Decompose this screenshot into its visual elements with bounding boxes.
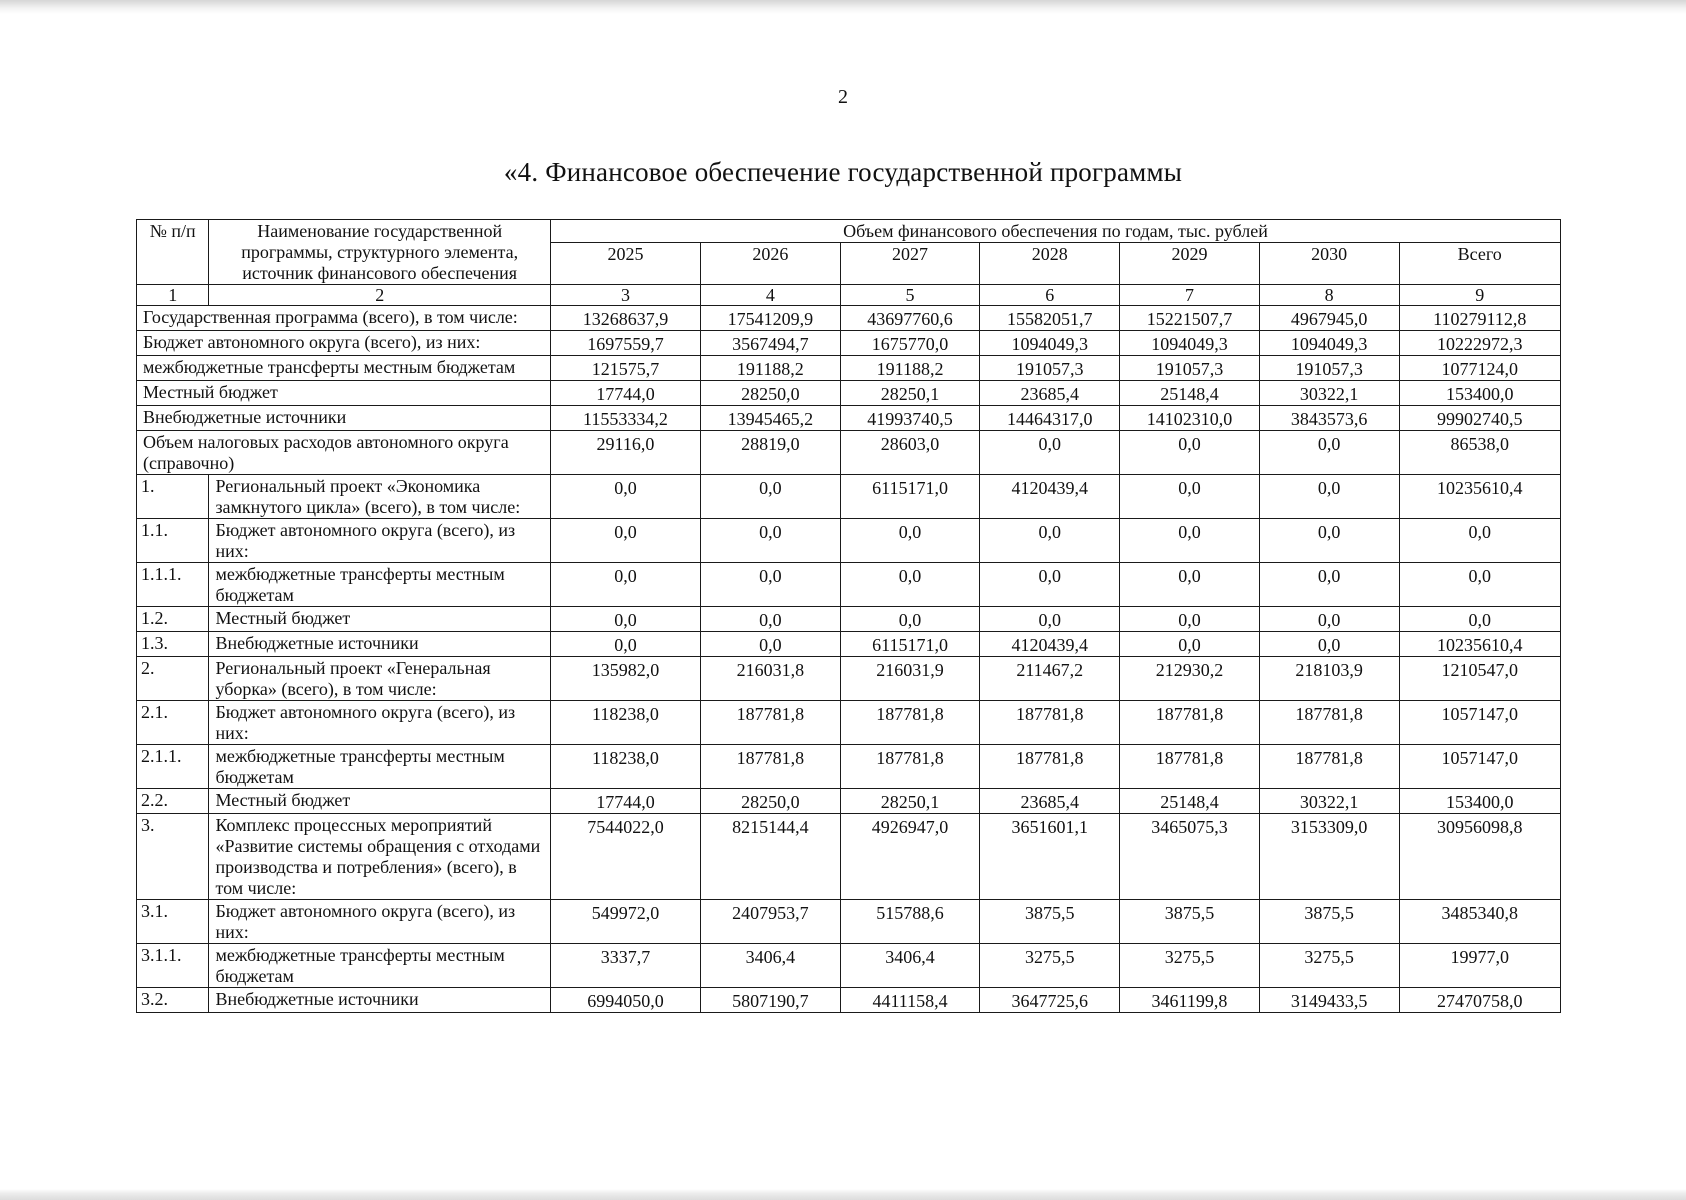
- row-number: 3.1.1.: [137, 944, 209, 988]
- column-number: 2: [209, 285, 551, 306]
- row-value: 187781,8: [840, 745, 980, 789]
- row-value: 0,0: [1120, 519, 1260, 563]
- row-value: 0,0: [700, 632, 840, 657]
- row-total: 27470758,0: [1399, 988, 1561, 1013]
- table-row: [137, 657, 1561, 701]
- row-value: 15582051,7: [980, 306, 1120, 331]
- financing-table: [136, 219, 1561, 1013]
- header-year: 2030: [1259, 243, 1399, 285]
- column-number: 8: [1259, 285, 1399, 306]
- row-number: 1.2.: [137, 607, 209, 632]
- scan-edge-top: [0, 0, 1686, 14]
- row-value: 0,0: [980, 607, 1120, 632]
- row-value: 8215144,4: [700, 814, 840, 900]
- row-value: 4411158,4: [840, 988, 980, 1013]
- row-total: 0,0: [1399, 519, 1561, 563]
- row-value: 1697559,7: [550, 331, 700, 356]
- table-row: [137, 431, 1561, 475]
- row-value: 0,0: [840, 607, 980, 632]
- row-value: 0,0: [1120, 563, 1260, 607]
- column-number: 7: [1120, 285, 1260, 306]
- row-value: 0,0: [1120, 431, 1260, 475]
- row-total: 1077124,0: [1399, 356, 1561, 381]
- row-value: 11553334,2: [550, 406, 700, 431]
- row-value: 1094049,3: [1259, 331, 1399, 356]
- row-total: 1057147,0: [1399, 701, 1561, 745]
- row-value: 211467,2: [980, 657, 1120, 701]
- row-number: 2.1.: [137, 701, 209, 745]
- row-value: 191057,3: [1120, 356, 1260, 381]
- column-number: 6: [980, 285, 1120, 306]
- row-value: 3651601,1: [980, 814, 1120, 900]
- row-value: 0,0: [700, 607, 840, 632]
- row-value: 0,0: [840, 519, 980, 563]
- column-numbers-row: [137, 285, 1561, 306]
- row-value: 4926947,0: [840, 814, 980, 900]
- row-value: 14102310,0: [1120, 406, 1260, 431]
- row-value: 1094049,3: [1120, 331, 1260, 356]
- row-value: 187781,8: [1259, 745, 1399, 789]
- row-value: 4120439,4: [980, 632, 1120, 657]
- row-value: 3149433,5: [1259, 988, 1399, 1013]
- row-value: 3153309,0: [1259, 814, 1399, 900]
- scan-edge-bottom: [0, 1189, 1686, 1200]
- row-name: Региональный проект «Экономика замкнутого цикла» (всего), в том числе:: [209, 475, 551, 519]
- row-total: 1210547,0: [1399, 657, 1561, 701]
- row-value: 30322,1: [1259, 381, 1399, 406]
- header-name: Наименование государственной программы, структурного элемента, источник финансового обеспечения: [209, 220, 551, 285]
- row-total: 110279112,8: [1399, 306, 1561, 331]
- row-name: Бюджет автономного округа (всего), из них:: [209, 701, 551, 745]
- table-row: [137, 900, 1561, 944]
- row-value: 0,0: [550, 632, 700, 657]
- row-total: 10235610,4: [1399, 632, 1561, 657]
- row-number: 1.: [137, 475, 209, 519]
- row-name: Региональный проект «Генеральная уборка» (всего), в том числе:: [209, 657, 551, 701]
- row-value: 14464317,0: [980, 406, 1120, 431]
- row-name: Внебюджетные источники: [209, 988, 551, 1013]
- row-value: 187781,8: [840, 701, 980, 745]
- header-group: Объем финансового обеспечения по годам, тыс. рублей: [550, 220, 1560, 243]
- row-value: 5807190,7: [700, 988, 840, 1013]
- row-number: 2.2.: [137, 789, 209, 814]
- row-value: 30322,1: [1259, 789, 1399, 814]
- row-value: 3337,7: [550, 944, 700, 988]
- row-value: 0,0: [550, 475, 700, 519]
- row-value: 549972,0: [550, 900, 700, 944]
- header-row-1: [137, 220, 1561, 243]
- row-value: 0,0: [1259, 632, 1399, 657]
- row-value: 191188,2: [840, 356, 980, 381]
- row-value: 17744,0: [550, 381, 700, 406]
- table-row: [137, 789, 1561, 814]
- row-value: 187781,8: [1120, 701, 1260, 745]
- row-value: 28250,0: [700, 789, 840, 814]
- row-value: 3875,5: [1120, 900, 1260, 944]
- table-row: [137, 632, 1561, 657]
- row-name: Комплекс процессных мероприятий «Развитие системы обращения с отходами производства и потребления» (всего), в том числе:: [209, 814, 551, 900]
- row-value: 0,0: [980, 431, 1120, 475]
- row-name: межбюджетные трансферты местным бюджетам: [137, 356, 551, 381]
- row-value: 3647725,6: [980, 988, 1120, 1013]
- row-total: 0,0: [1399, 563, 1561, 607]
- row-name: Бюджет автономного округа (всего), из них:: [209, 900, 551, 944]
- row-value: 17541209,9: [700, 306, 840, 331]
- table-row: [137, 381, 1561, 406]
- header-year: 2027: [840, 243, 980, 285]
- row-total: 19977,0: [1399, 944, 1561, 988]
- row-total: 153400,0: [1399, 381, 1561, 406]
- table-row: [137, 563, 1561, 607]
- header-year: 2025: [550, 243, 700, 285]
- header-year: 2028: [980, 243, 1120, 285]
- row-value: 118238,0: [550, 701, 700, 745]
- row-name: Бюджет автономного округа (всего), из них:: [137, 331, 551, 356]
- row-total: 10235610,4: [1399, 475, 1561, 519]
- row-value: 218103,9: [1259, 657, 1399, 701]
- row-value: 0,0: [1120, 632, 1260, 657]
- row-value: 4120439,4: [980, 475, 1120, 519]
- page-number: 2: [838, 86, 848, 108]
- row-value: 191057,3: [980, 356, 1120, 381]
- row-number: 2.: [137, 657, 209, 701]
- row-value: 0,0: [700, 519, 840, 563]
- row-value: 3875,5: [980, 900, 1120, 944]
- row-total: 153400,0: [1399, 789, 1561, 814]
- row-value: 25148,4: [1120, 789, 1260, 814]
- row-value: 191188,2: [700, 356, 840, 381]
- row-value: 187781,8: [980, 701, 1120, 745]
- row-value: 121575,7: [550, 356, 700, 381]
- row-value: 3406,4: [700, 944, 840, 988]
- row-value: 1675770,0: [840, 331, 980, 356]
- row-total: 10222972,3: [1399, 331, 1561, 356]
- table-row: [137, 406, 1561, 431]
- row-value: 0,0: [700, 475, 840, 519]
- row-number: 3.1.: [137, 900, 209, 944]
- document-title: «4. Финансовое обеспечение государственной программы: [503, 157, 1183, 187]
- row-total: 1057147,0: [1399, 745, 1561, 789]
- row-value: 6115171,0: [840, 475, 980, 519]
- header-year: 2026: [700, 243, 840, 285]
- column-number: 5: [840, 285, 980, 306]
- row-value: 28250,1: [840, 381, 980, 406]
- row-name: Внебюджетные источники: [137, 406, 551, 431]
- row-value: 1094049,3: [980, 331, 1120, 356]
- row-value: 23685,4: [980, 789, 1120, 814]
- row-value: 187781,8: [1259, 701, 1399, 745]
- table-row: [137, 607, 1561, 632]
- table-row: [137, 356, 1561, 381]
- row-value: 2407953,7: [700, 900, 840, 944]
- row-value: 0,0: [550, 519, 700, 563]
- column-number: 1: [137, 285, 209, 306]
- row-value: 3461199,8: [1120, 988, 1260, 1013]
- header-year: 2029: [1120, 243, 1260, 285]
- row-value: 3875,5: [1259, 900, 1399, 944]
- table-row: [137, 745, 1561, 789]
- row-value: 187781,8: [700, 701, 840, 745]
- row-value: 3843573,6: [1259, 406, 1399, 431]
- row-value: 3275,5: [980, 944, 1120, 988]
- row-value: 28250,0: [700, 381, 840, 406]
- table-body: [137, 306, 1561, 1013]
- row-number: 3.: [137, 814, 209, 900]
- row-number: 3.2.: [137, 988, 209, 1013]
- row-value: 187781,8: [700, 745, 840, 789]
- row-name: Внебюджетные источники: [209, 632, 551, 657]
- row-number: 1.1.1.: [137, 563, 209, 607]
- table-row: [137, 331, 1561, 356]
- row-value: 0,0: [840, 563, 980, 607]
- row-value: 515788,6: [840, 900, 980, 944]
- row-value: 0,0: [1259, 431, 1399, 475]
- row-value: 0,0: [1120, 607, 1260, 632]
- row-value: 0,0: [980, 519, 1120, 563]
- row-name: межбюджетные трансферты местным бюджетам: [209, 745, 551, 789]
- row-value: 0,0: [1259, 607, 1399, 632]
- row-name: Местный бюджет: [137, 381, 551, 406]
- row-number: 2.1.1.: [137, 745, 209, 789]
- row-value: 135982,0: [550, 657, 700, 701]
- table-row: [137, 814, 1561, 900]
- header-total: Всего: [1399, 243, 1561, 285]
- row-value: 17744,0: [550, 789, 700, 814]
- row-value: 28819,0: [700, 431, 840, 475]
- table-row: [137, 519, 1561, 563]
- row-name: межбюджетные трансферты местным бюджетам: [209, 944, 551, 988]
- row-value: 187781,8: [980, 745, 1120, 789]
- row-value: 3406,4: [840, 944, 980, 988]
- row-value: 3465075,3: [1120, 814, 1260, 900]
- row-value: 28250,1: [840, 789, 980, 814]
- row-value: 187781,8: [1120, 745, 1260, 789]
- column-number: 9: [1399, 285, 1561, 306]
- row-value: 25148,4: [1120, 381, 1260, 406]
- row-total: 3485340,8: [1399, 900, 1561, 944]
- column-number: 4: [700, 285, 840, 306]
- table-row: [137, 988, 1561, 1013]
- row-value: 43697760,6: [840, 306, 980, 331]
- row-value: 13268637,9: [550, 306, 700, 331]
- row-value: 0,0: [1259, 519, 1399, 563]
- row-name: Местный бюджет: [209, 789, 551, 814]
- column-number: 3: [550, 285, 700, 306]
- table-row: [137, 475, 1561, 519]
- row-value: 3567494,7: [700, 331, 840, 356]
- row-value: 216031,8: [700, 657, 840, 701]
- row-total: 99902740,5: [1399, 406, 1561, 431]
- row-value: 41993740,5: [840, 406, 980, 431]
- row-value: 29116,0: [550, 431, 700, 475]
- row-name: Объем налоговых расходов автономного округа (справочно): [137, 431, 551, 475]
- row-number: 1.1.: [137, 519, 209, 563]
- header-no: № п/п: [137, 220, 209, 285]
- row-value: 0,0: [1120, 475, 1260, 519]
- row-value: 0,0: [1259, 475, 1399, 519]
- table-row: [137, 701, 1561, 745]
- row-value: 118238,0: [550, 745, 700, 789]
- row-value: 6994050,0: [550, 988, 700, 1013]
- row-total: 30956098,8: [1399, 814, 1561, 900]
- row-value: 191057,3: [1259, 356, 1399, 381]
- row-value: 0,0: [700, 563, 840, 607]
- row-value: 6115171,0: [840, 632, 980, 657]
- row-total: 0,0: [1399, 607, 1561, 632]
- row-number: 1.3.: [137, 632, 209, 657]
- row-value: 28603,0: [840, 431, 980, 475]
- row-value: 4967945,0: [1259, 306, 1399, 331]
- row-value: 0,0: [550, 607, 700, 632]
- row-value: 0,0: [550, 563, 700, 607]
- row-value: 13945465,2: [700, 406, 840, 431]
- row-value: 3275,5: [1259, 944, 1399, 988]
- row-name: межбюджетные трансферты местным бюджетам: [209, 563, 551, 607]
- row-value: 0,0: [980, 563, 1120, 607]
- row-value: 15221507,7: [1120, 306, 1260, 331]
- row-value: 0,0: [1259, 563, 1399, 607]
- row-total: 86538,0: [1399, 431, 1561, 475]
- row-name: Местный бюджет: [209, 607, 551, 632]
- table-row: [137, 306, 1561, 331]
- row-value: 212930,2: [1120, 657, 1260, 701]
- row-name: Бюджет автономного округа (всего), из них:: [209, 519, 551, 563]
- row-value: 216031,9: [840, 657, 980, 701]
- row-value: 3275,5: [1120, 944, 1260, 988]
- table-row: [137, 944, 1561, 988]
- row-value: 7544022,0: [550, 814, 700, 900]
- row-value: 23685,4: [980, 381, 1120, 406]
- row-name: Государственная программа (всего), в том числе:: [137, 306, 551, 331]
